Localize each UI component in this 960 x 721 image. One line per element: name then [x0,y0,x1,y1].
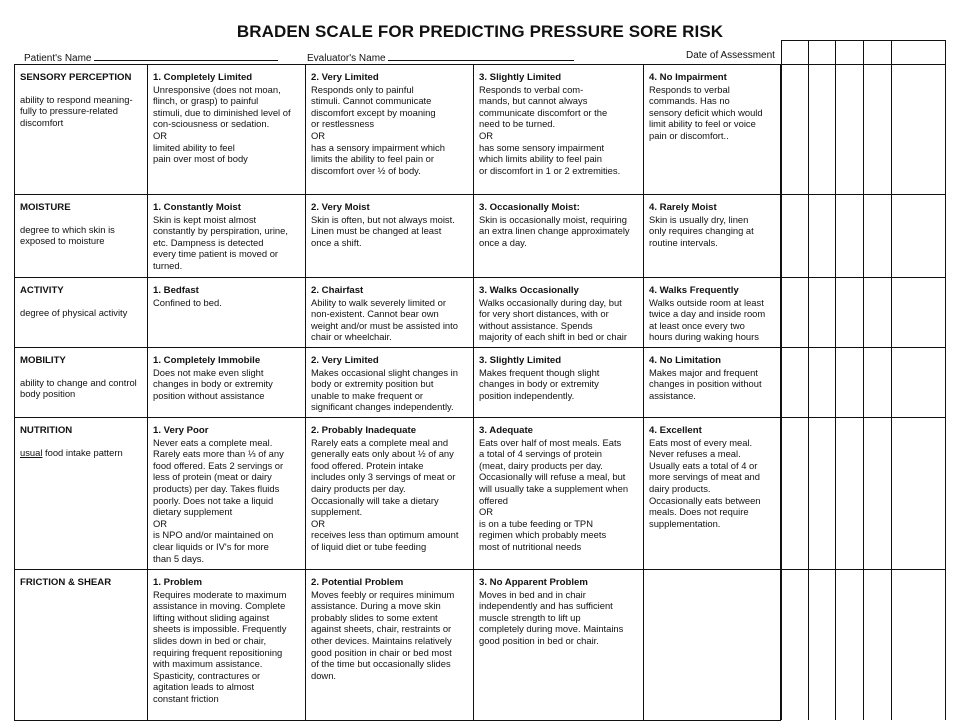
category-description-text: ability to change and control body position [20,376,137,400]
score-cell[interactable] [148,418,306,570]
score-cell[interactable] [474,195,644,278]
category-description [20,307,143,319]
score-level-description: Responds to verbal commands. Has no sensory deficit which would limit ability to feel or voice pain or discomfort.. [649,83,763,141]
braden-scale-table [14,64,781,721]
evaluator-name-field[interactable] [307,50,574,64]
score-cell[interactable] [644,348,781,418]
date-row-line-2 [781,277,946,278]
score-level-title: 3. No Apparent Problem [479,577,588,588]
score-level-description: Ability to walk severely limited or non-existent. Cannot bear own weight and/or must be assisted into chair or wheelchair. [311,296,458,343]
score-cell[interactable] [306,348,474,418]
score-level-description: Rarely eats a complete meal and generally eats only about ½ of any food offered. Protein intake includes only 3 servings of meat or dairy products per day. Occasionally will take a dietary supplement. OR receives less than optimum amount of liquid diet or tube feeding [311,436,459,552]
score-level-title: 1. Completely Immobile [153,355,261,366]
score-level-description: Skin is often, but not always moist. Linen must be changed at least once a shift. [311,213,455,248]
date-row-line-3 [781,347,946,348]
score-cell[interactable] [474,418,644,570]
score-level-description: Makes frequent though slight changes in body or extremity position independently. [479,366,600,401]
score-level-description: Moves in bed and in chair independently and has sufficient muscle strength to lift up completely during move. Maintains good position in bed or chair. [479,588,624,646]
score-cell[interactable] [148,65,306,195]
score-level-title: 4. Excellent [649,425,702,436]
score-level-title: 2. Very Limited [311,72,379,83]
score-cell[interactable] [474,278,644,348]
score-level-title: 2. Chairfast [311,285,364,296]
category-cell [14,195,148,278]
page-title: BRADEN SCALE FOR PREDICTING PRESSURE SORE RISK [236,22,724,41]
score-level-title: 2. Potential Problem [311,577,404,588]
date-of-assessment-label: Date of Assessment [686,50,775,61]
category-description-text: degree of physical activity [20,306,128,318]
score-level-title: 1. Constantly Moist [153,202,241,213]
category-title: FRICTION & SHEAR [20,577,112,588]
date-column-5[interactable] [891,40,892,720]
score-level-title: 4. No Impairment [649,72,727,83]
score-level-description: Eats over half of most meals. Eats a total of 4 servings of protein (meat, dairy products per day. Occasionally will refuse a meal, but will usually take a supplement when offered OR is on a tube feeding or TPN regimen which probably meets most of nutritional needs [479,436,629,552]
score-cell[interactable] [306,570,474,721]
category-description [20,447,143,459]
category-title: MOBILITY [20,355,66,366]
category-description [20,224,143,247]
category-description-underlined: usual [20,446,43,458]
score-level-title: 1. Completely Limited [153,72,253,83]
score-level-title: 1. Very Poor [153,425,209,436]
date-header-line [781,64,946,65]
category-title: ACTIVITY [20,285,64,296]
evaluator-name-line [388,50,574,61]
score-level-title: 3. Slightly Limited [479,72,562,83]
score-level-title: 4. No Limitation [649,355,721,366]
score-level-description: Walks occasionally during day, but for very short distances, with or without assistance. Spends majority of each shift in bed or chair [479,296,627,343]
score-level-description: Skin is occasionally moist, requiring an extra linen change approximately once a day. [479,213,630,248]
score-level-description: Requires moderate to maximum assistance in moving. Complete lifting without sliding against sheets is impossible. Frequently slides down in bed or chair, requiring frequent repositioning with maximum assistance. Spasticity, contractures or agitation leads to almost constant friction [153,588,287,704]
score-level-title: 4. Rarely Moist [649,202,717,213]
score-level-title: 2. Probably Inadequate [311,425,417,436]
score-level-description: Makes major and frequent changes in position without assistance. [649,366,762,401]
score-level-title: 2. Very Moist [311,202,370,213]
score-level-title: 1. Bedfast [153,285,199,296]
score-level-title: 1. Problem [153,577,203,588]
date-column-2[interactable] [808,40,809,720]
category-description [20,377,143,400]
score-level-description: Never eats a complete meal. Rarely eats more than ⅓ of any food offered. Eats 2 servings or less of protein (meat or dairy products) per day. Takes fluids poorly. Does not take a liquid dietary supplement OR is NPO and/or maintained on clear liquids or IV's for more than 5 days. [153,436,284,564]
score-cell[interactable] [644,195,781,278]
score-level-title: 2. Very Limited [311,355,379,366]
score-level-description: Makes occasional slight changes in body or extremity position but unable to make frequent or significant changes independently. [311,366,458,413]
score-level-title: 3. Walks Occasionally [479,285,579,296]
score-level-title: 3. Slightly Limited [479,355,562,366]
score-cell[interactable] [306,65,474,195]
score-cell[interactable] [306,418,474,570]
category-description-text: degree to which skin is exposed to moisture [20,223,115,247]
score-cell[interactable] [474,65,644,195]
score-cell[interactable] [644,278,781,348]
category-title: SENSORY PERCEPTION [20,72,132,83]
patient-name-field[interactable] [24,50,278,64]
category-description [20,94,143,129]
score-level-description: Unresponsive (does not moan, flinch, or grasp) to painful stimuli, due to diminished level of con-sciousness or sedation. OR limited ability to feel pain over most of body [153,83,291,165]
score-level-description: Skin is usually dry, linen only requires changing at routine intervals. [649,213,754,248]
score-level-title: 3. Adequate [479,425,534,436]
score-level-description: Walks outside room at least twice a day and inside room at least once every two hours during waking hours [649,296,766,343]
category-cell [14,570,148,721]
score-level-description: Skin is kept moist almost constantly by perspiration, urine, etc. Dampness is detected every time patient is moved or turned. [153,213,288,271]
score-cell[interactable] [474,348,644,418]
date-row-line-1 [781,194,946,195]
date-column-4[interactable] [863,40,864,720]
date-row-line-4 [781,417,946,418]
category-description-text: ability to respond meaning- fully to pressure-related discomfort [20,93,133,128]
score-level-description: Moves feebly or requires minimum assistance. During a move skin probably slides to some extent against sheets, chair, restraints or other devices. Maintains relatively good position in chair or bed most of the time but occasionally slides down. [311,588,455,681]
category-cell [14,418,148,570]
category-cell [14,348,148,418]
score-cell[interactable] [148,195,306,278]
patient-name-line [94,50,278,61]
score-level-description: Does not make even slight changes in body or extremity position without assistance [153,366,273,401]
score-level-title: 3. Occasionally Moist: [479,202,580,213]
score-cell[interactable] [148,570,306,721]
date-column-1[interactable] [781,40,782,720]
evaluator-name-label: Evaluator's Name [307,53,386,64]
patient-name-label: Patient's Name [24,53,92,64]
score-cell[interactable] [306,278,474,348]
score-cell[interactable] [644,418,781,570]
assessment-date-columns [781,40,946,720]
score-cell[interactable] [148,278,306,348]
score-cell[interactable] [644,65,781,195]
date-row-line-5 [781,569,946,570]
category-title: MOISTURE [20,202,71,213]
date-columns-right-border [945,40,946,720]
score-cell[interactable] [644,570,781,721]
score-level-description: Eats most of every meal. Never refuses a meal. Usually eats a total of 4 or more servings of meat and dairy products. Occasionally eats between meals. Does not require supplementation. [649,436,761,529]
date-column-3[interactable] [835,40,836,720]
score-cell[interactable] [306,195,474,278]
category-cell [14,65,148,195]
score-cell[interactable] [474,570,644,721]
category-cell [14,278,148,348]
score-level-title: 4. Walks Frequently [649,285,739,296]
category-description-text: food intake pattern [42,446,123,458]
score-level-description: Responds to verbal com- mands, but cannot always communicate discomfort or the need to be turned. OR has some sensory impairment which limits ability to feel pain or discomfort in 1 or 2 extremities. [479,83,621,176]
category-title: NUTRITION [20,425,73,436]
score-level-description: Confined to bed. [153,296,222,308]
score-level-description: Responds only to painful stimuli. Cannot communicate discomfort except by moaning or restlessness OR has a sensory impairment which limits the ability to feel pain or discomfort over ½ of body. [311,83,445,176]
score-cell[interactable] [148,348,306,418]
